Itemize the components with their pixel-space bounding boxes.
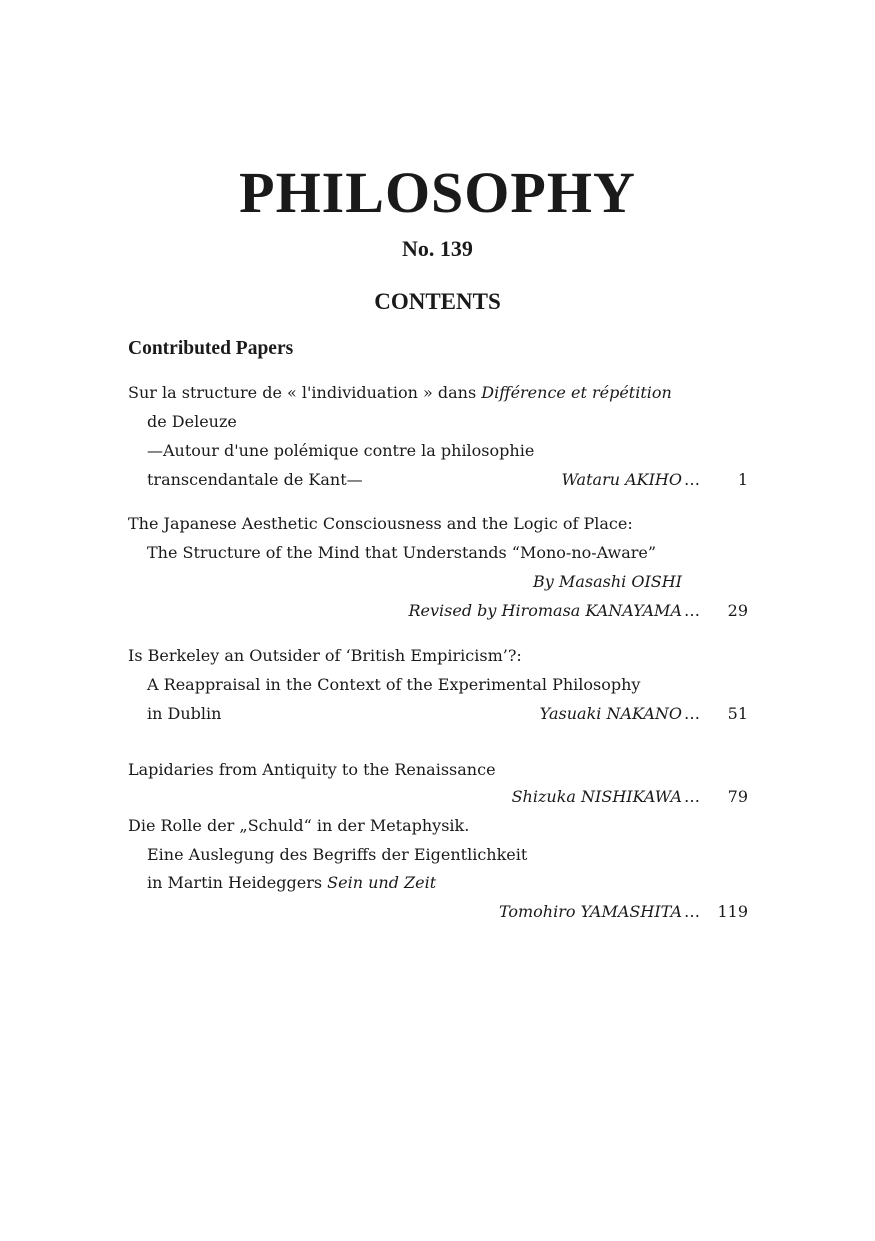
entry-author: Tomohiro YAMASHITA xyxy=(498,902,682,921)
entry-page-number: 119 xyxy=(717,902,748,921)
entry-title-text: in Martin Heideggers xyxy=(147,873,328,892)
entry-title-text: —Autour d'une polémique contre la philosophie xyxy=(147,441,535,460)
entry-title-text: Is Berkeley an Outsider of ‘British Empiricism’?: xyxy=(128,646,522,665)
section-heading: Contributed Papers xyxy=(128,338,294,359)
toc-entry-line xyxy=(128,755,748,784)
entry-title-text: transcendantale de Kant— xyxy=(147,470,363,489)
entry-title-text: Eine Auslegung des Begriffs der Eigentlichkeit xyxy=(147,845,528,864)
toc-entry-line xyxy=(147,699,748,728)
toc-entry-line xyxy=(128,378,748,407)
toc-entry-line xyxy=(147,407,748,436)
entry-title-text: Lapidaries from Antiquity to the Renaissance xyxy=(128,760,496,779)
toc-entry-line xyxy=(147,670,748,699)
entry-page-number: 51 xyxy=(727,704,748,723)
dot-leader: … xyxy=(684,470,700,489)
dot-leader: … xyxy=(684,601,700,620)
toc-entry-line xyxy=(147,868,748,897)
toc-entry-line xyxy=(128,567,748,596)
entry-title-text: A Reappraisal in the Context of the Experimental Philosophy xyxy=(147,675,641,694)
toc-entry-line xyxy=(147,465,748,494)
dot-leader: … xyxy=(684,704,700,723)
entry-title-text: Sur la structure de « l'individuation » dans xyxy=(128,383,482,402)
toc-entry-line xyxy=(147,840,748,869)
entry-author: Yasuaki NAKANO xyxy=(539,704,682,723)
toc-entry-line xyxy=(128,811,748,840)
entry-reviser: Revised by Hiromasa KANAYAMA xyxy=(408,601,682,620)
entry-title-italic: Sein und Zeit xyxy=(327,873,437,892)
dot-leader: … xyxy=(684,902,700,921)
entry-author: Wataru AKIHO xyxy=(561,470,682,489)
entry-page-number: 1 xyxy=(737,470,748,489)
toc-entry-line xyxy=(128,596,748,625)
toc-entry-line xyxy=(128,897,748,926)
toc-entry-line xyxy=(147,538,748,567)
toc-entry-line xyxy=(128,641,748,670)
entry-author: Shizuka NISHIKAWA xyxy=(511,787,682,806)
toc-entry-line xyxy=(128,782,748,811)
entry-page-number: 79 xyxy=(727,787,748,806)
entry-title-text: The Japanese Aesthetic Consciousness and the Logic of Place: xyxy=(128,514,633,533)
dot-leader: … xyxy=(684,787,700,806)
contents-heading: CONTENTS xyxy=(374,289,501,314)
entry-title-text: de Deleuze xyxy=(147,412,237,431)
entry-title-text: in Dublin xyxy=(147,704,222,723)
issue-number: No. 139 xyxy=(402,236,473,261)
entry-title-text: The Structure of the Mind that Understands “Mono-no-Aware” xyxy=(147,543,657,562)
entry-page-number: 29 xyxy=(727,601,748,620)
toc-entry-line xyxy=(128,509,748,538)
entry-author: By Masashi OISHI xyxy=(533,572,682,591)
entry-title-italic: Différence et répétition xyxy=(481,383,672,402)
toc-entry-line xyxy=(147,436,748,465)
journal-title: PHILOSOPHY xyxy=(239,160,636,225)
entry-title-text: Die Rolle der „Schuld“ in der Metaphysik. xyxy=(128,816,470,835)
